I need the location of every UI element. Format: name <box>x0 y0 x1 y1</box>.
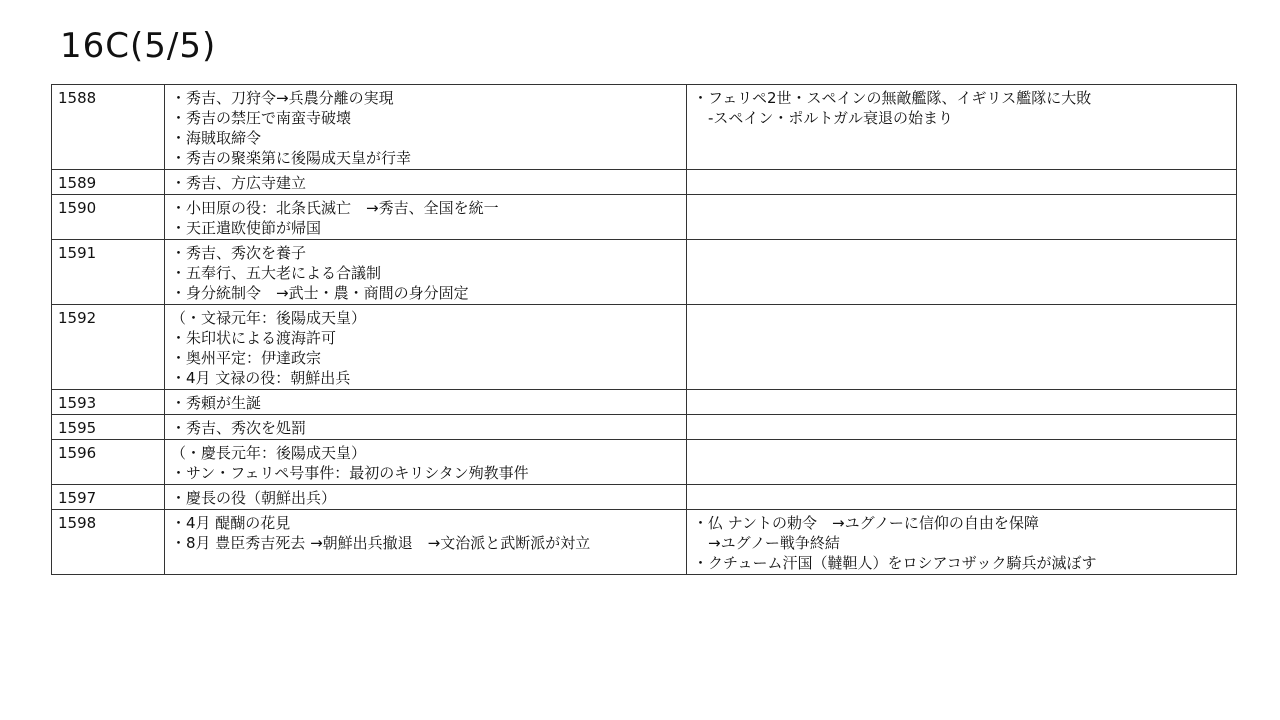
japan-events-cell <box>165 440 687 485</box>
year-cell: 1596 <box>52 440 165 485</box>
world-events-cell <box>687 305 1237 390</box>
year-cell: 1589 <box>52 170 165 195</box>
year-cell: 1590 <box>52 195 165 240</box>
world-events-cell <box>687 85 1237 170</box>
japan-events-cell <box>165 305 687 390</box>
year-cell: 1592 <box>52 305 165 390</box>
event-line: ・慶長の役（朝鮮出兵） <box>171 489 337 507</box>
year-cell: 1593 <box>52 390 165 415</box>
event-line: ・クチューム汗国（韃靼人）をロシアコザック騎兵が滅ぼす <box>693 554 1097 572</box>
table-row <box>52 240 1237 305</box>
japan-events-cell <box>165 240 687 305</box>
japan-events-cell <box>165 390 687 415</box>
japan-events-cell <box>165 170 687 195</box>
year-cell: 1595 <box>52 415 165 440</box>
event-line: ・秀吉、刀狩令→兵農分離の実現 <box>171 89 394 107</box>
table-row <box>52 170 1237 195</box>
world-events-cell <box>687 485 1237 510</box>
event-line: ・秀吉、秀次を処罰 <box>171 419 307 437</box>
event-line: -スペイン・ポルトガル衰退の始まり <box>693 109 953 127</box>
japan-events-cell <box>165 510 687 575</box>
japan-events-cell <box>165 85 687 170</box>
event-line: ・秀吉の聚楽第に後陽成天皇が行幸 <box>171 149 412 167</box>
timeline-body <box>52 85 1237 575</box>
world-events-cell <box>687 240 1237 305</box>
event-line: ・秀吉、秀次を養子 <box>171 244 307 262</box>
year-cell: 1598 <box>52 510 165 575</box>
page-title: 16C(5/5) <box>60 26 217 66</box>
timeline-table <box>51 84 1237 575</box>
table-row <box>52 305 1237 390</box>
event-line: ・秀頼が生誕 <box>171 394 262 412</box>
table-row <box>52 510 1237 575</box>
event-line: ・小田原の役：北条氏滅亡 →秀吉、全国を統一 <box>171 199 499 217</box>
event-line: ・海賊取締令 <box>171 129 262 147</box>
year-cell: 1597 <box>52 485 165 510</box>
table-row <box>52 195 1237 240</box>
event-line: ・4月 文禄の役：朝鮮出兵 <box>171 369 351 387</box>
table-row <box>52 440 1237 485</box>
world-events-cell <box>687 440 1237 485</box>
table-row <box>52 85 1237 170</box>
world-events-cell <box>687 195 1237 240</box>
japan-events-cell <box>165 485 687 510</box>
event-line: ・4月 醍醐の花見 <box>171 514 291 532</box>
event-line: ・身分統制令 →武士・農・商間の身分固定 <box>171 284 469 302</box>
table-row <box>52 390 1237 415</box>
japan-events-cell <box>165 415 687 440</box>
world-events-cell <box>687 170 1237 195</box>
table-row <box>52 415 1237 440</box>
event-line: ・8月 豊臣秀吉死去 →朝鮮出兵撤退 →文治派と武断派が対立 <box>171 534 591 552</box>
year-cell: 1591 <box>52 240 165 305</box>
year-cell: 1588 <box>52 85 165 170</box>
event-line: ・秀吉の禁圧で南蛮寺破壊 <box>171 109 352 127</box>
event-line: →ユグノー戦争終結 <box>693 534 840 552</box>
event-line: ・朱印状による渡海許可 <box>171 329 337 347</box>
event-line: ・天正遣欧使節が帰国 <box>171 219 322 237</box>
event-line: ・秀吉、方広寺建立 <box>171 174 307 192</box>
event-line: （・文禄元年：後陽成天皇） <box>171 309 367 327</box>
event-line: ・奥州平定：伊達政宗 <box>171 349 322 367</box>
event-line: ・仏 ナントの勅令 →ユグノーに信仰の自由を保障 <box>693 514 1039 532</box>
world-events-cell <box>687 510 1237 575</box>
event-line: ・フェリペ2世・スペインの無敵艦隊、イギリス艦隊に大敗 <box>693 89 1092 107</box>
table-row <box>52 485 1237 510</box>
world-events-cell <box>687 390 1237 415</box>
world-events-cell <box>687 415 1237 440</box>
event-line: （・慶長元年：後陽成天皇） <box>171 444 367 462</box>
event-line: ・サン・フェリペ号事件：最初のキリシタン殉教事件 <box>171 464 529 482</box>
event-line: ・五奉行、五大老による合議制 <box>171 264 382 282</box>
japan-events-cell <box>165 195 687 240</box>
